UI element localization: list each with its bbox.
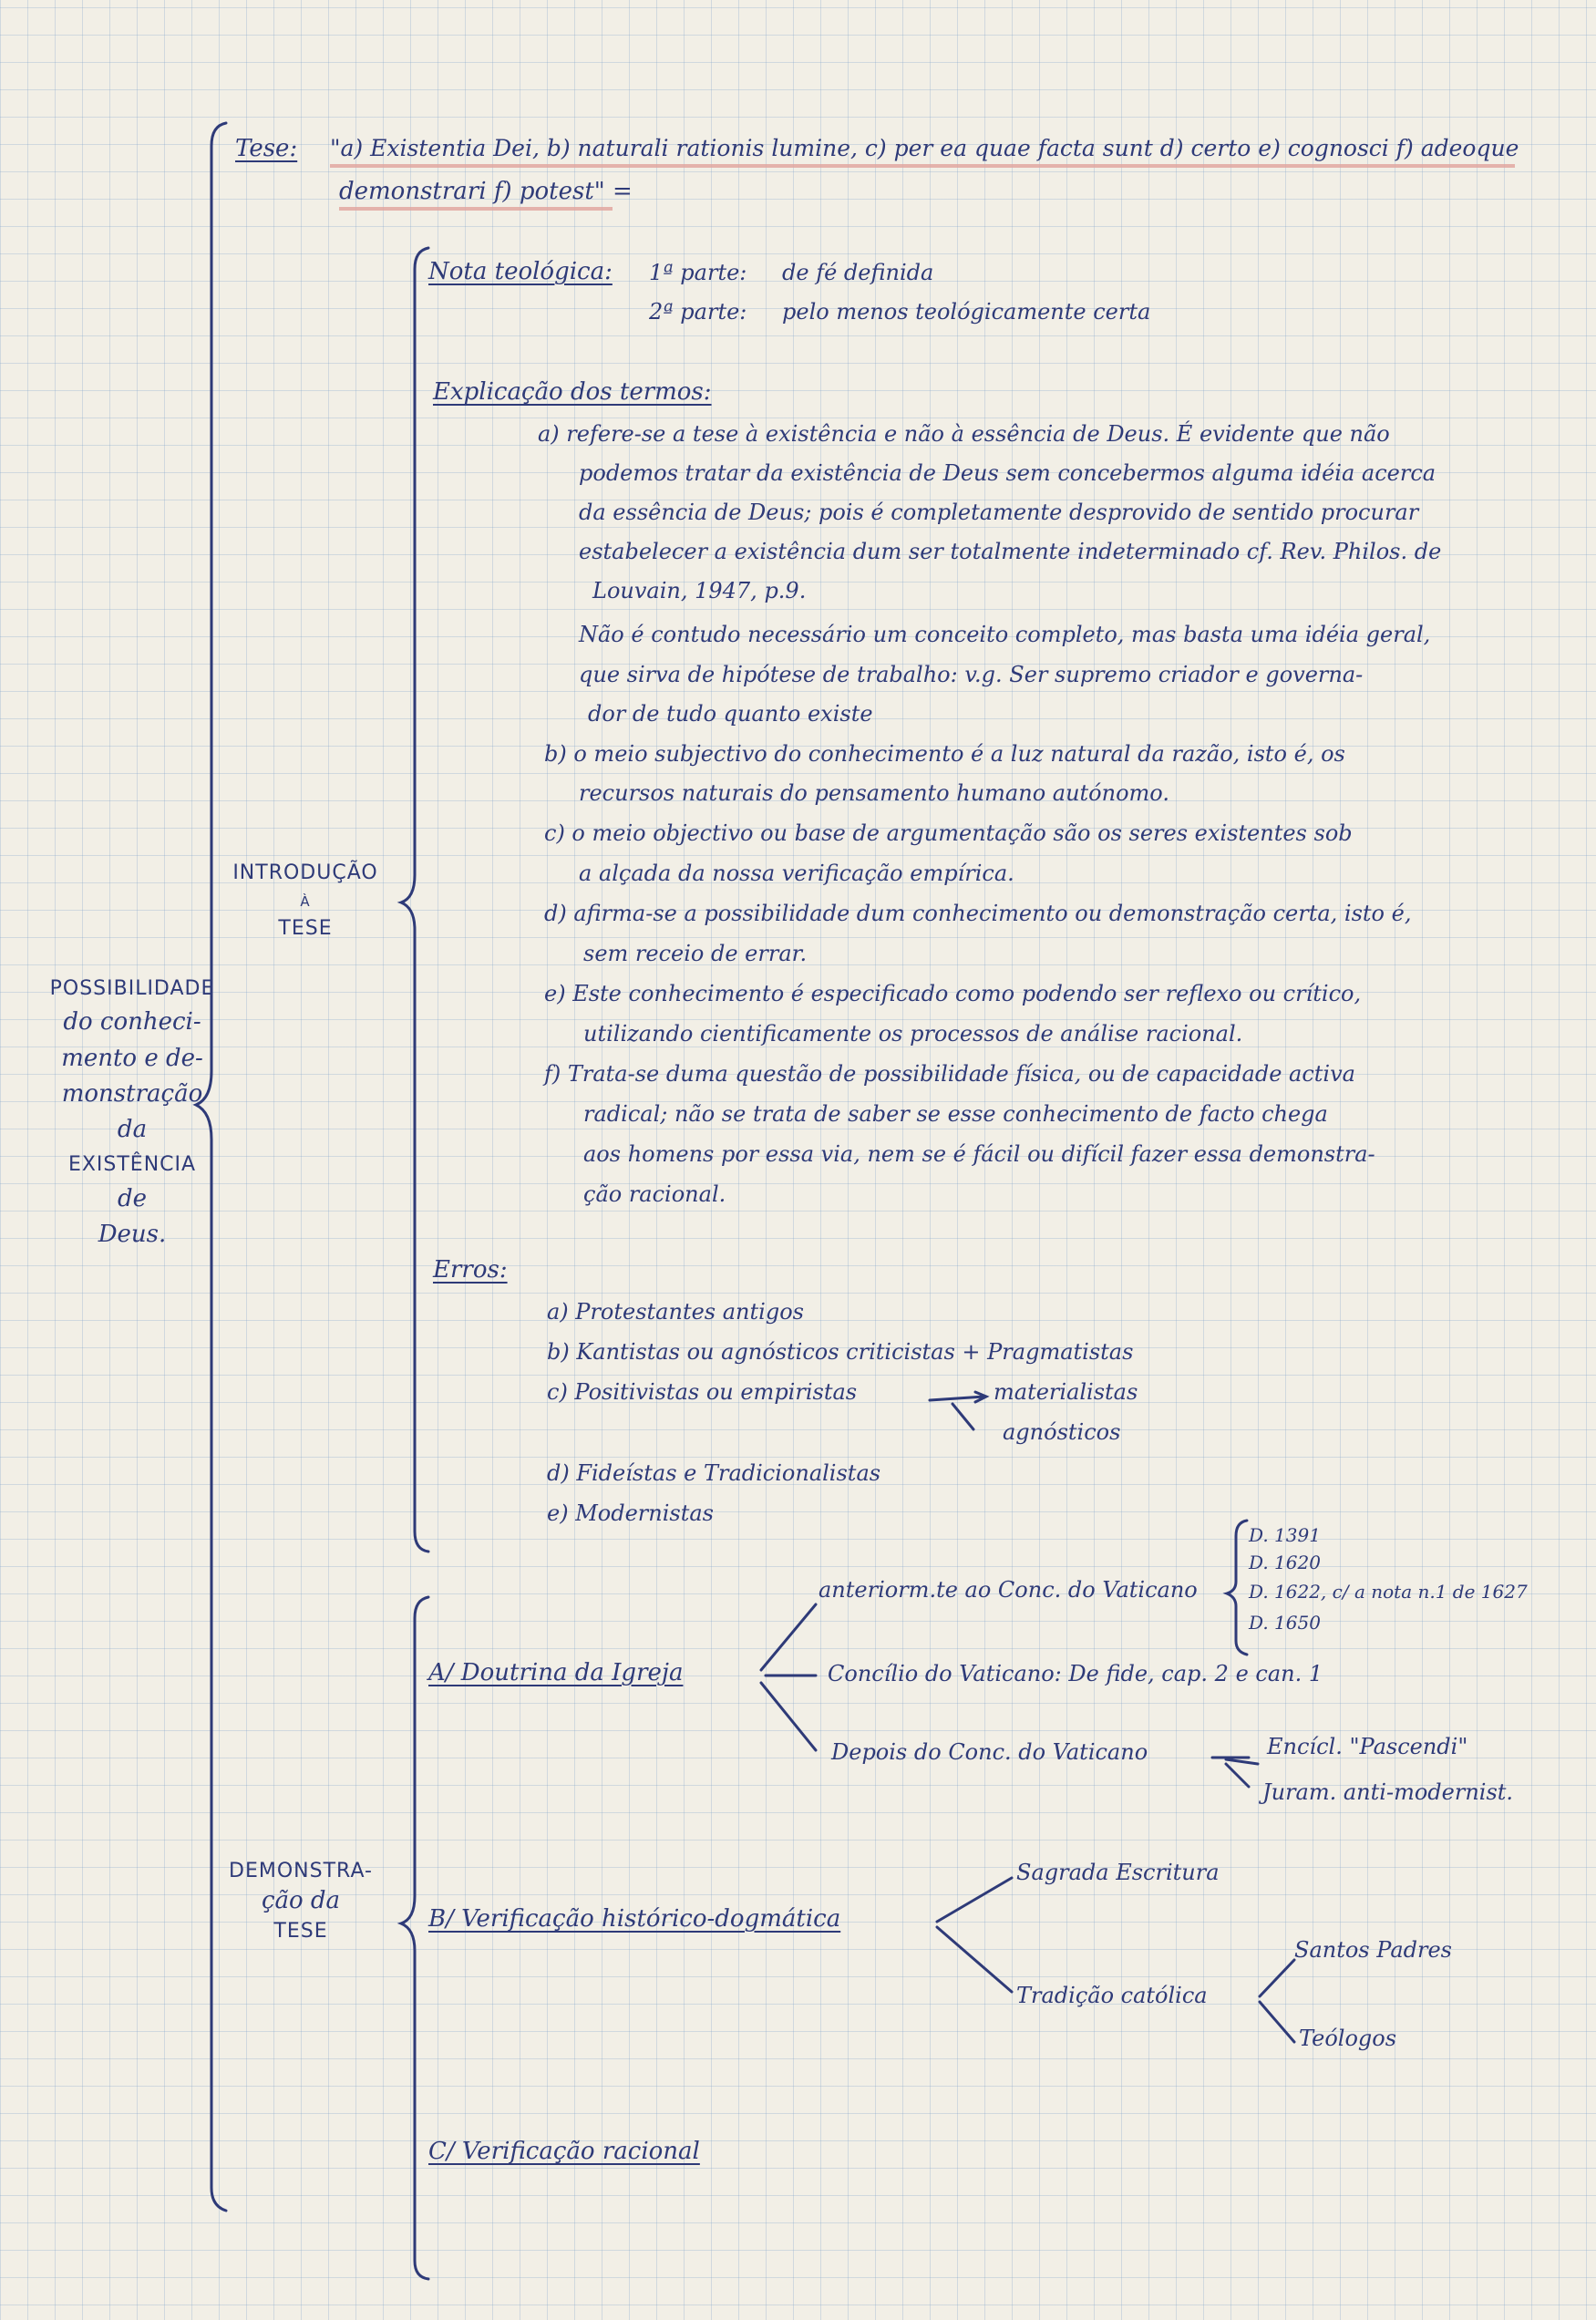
- main-topic-6: EXISTÊNCIA: [67, 1153, 197, 1177]
- nota-title: Nota teológica:: [428, 258, 613, 285]
- main-topic-8: Deus.: [98, 1220, 167, 1248]
- explicacao-line: radical; não se trata de saber se esse conhecimento de facto chega: [583, 1101, 1328, 1127]
- tradicao-label: Tradição católica: [1016, 1983, 1208, 2008]
- depois-label: Depois do Conc. do Vaticano: [831, 1739, 1148, 1765]
- explicacao-line: a alçada da nossa verificação empírica.: [579, 861, 1014, 886]
- explicacao-line: ção racional.: [583, 1181, 726, 1207]
- explicacao-line: d) afirma-se a possibilidade dum conhecimento ou demonstração certa, isto é,: [544, 901, 1412, 926]
- explicacao-line: utilizando cientificamente os processos de análise racional.: [583, 1021, 1243, 1047]
- explicacao-line: f) Trata-se duma questão de possibilidade física, ou de capacidade activa: [544, 1061, 1355, 1087]
- tese-red-underline: [330, 164, 1515, 168]
- main-topic-2: do conheci-: [63, 1008, 201, 1036]
- intro-label: [232, 861, 378, 941]
- erros-arrow: [930, 1392, 986, 1429]
- explicacao-line: recursos naturais do pensamento humano autónomo.: [579, 780, 1169, 806]
- erros-branch-materialistas: materialistas: [994, 1379, 1138, 1405]
- main-topic-4: monstração: [61, 1079, 203, 1108]
- explicacao-line: Não é contudo necessário um conceito completo, mas basta uma idéia geral,: [579, 622, 1431, 647]
- explicacao-title: Explicação dos termos:: [433, 378, 712, 406]
- explicacao-line: b) o meio subjectivo do conhecimento é a luz natural da razão, isto é, os: [544, 741, 1345, 767]
- main-topic-7: de: [117, 1184, 148, 1212]
- demo-label: [228, 1860, 374, 1944]
- intro-label-3: TESE: [278, 916, 333, 940]
- main-topic-1: POSSIBILIDADE: [49, 977, 215, 1000]
- refs-brace: [1227, 1521, 1247, 1655]
- teologos-label: Teólogos: [1299, 2026, 1397, 2051]
- demo-bracket: [401, 1597, 428, 2279]
- explicacao-line: aos homens por essa via, nem se é fácil ou difícil fazer essa demonstra-: [583, 1141, 1375, 1167]
- nota-p1-label: 1ª parte:: [649, 260, 747, 285]
- santos-padres-label: Santos Padres: [1294, 1937, 1452, 1963]
- historico-connector-down: [937, 1927, 1012, 1992]
- main-topic-5: da: [117, 1115, 148, 1143]
- historico-title: B/ Verificação histórico-dogmática: [428, 1905, 841, 1933]
- demo-label-2: ção da: [261, 1887, 341, 1915]
- ref-d1620: D. 1620: [1249, 1552, 1321, 1573]
- doutrina-title: A/ Doutrina da Igreja: [428, 1659, 684, 1686]
- erros-branch-agnosticos: agnósticos: [1003, 1419, 1121, 1445]
- tese-red-underline-2: [339, 207, 613, 211]
- historico-connector-up: [937, 1878, 1012, 1922]
- tese-label: Tese:: [235, 135, 298, 162]
- main-topic-3: mento e de-: [61, 1044, 203, 1072]
- tese-line2: demonstrari f) potest" =: [339, 178, 633, 205]
- doutrina-connector-up: [761, 1604, 816, 1670]
- anterior-label: anteriorm.te ao Conc. do Vaticano: [819, 1577, 1198, 1603]
- nota-p2-text: pelo menos teológicamente certa: [782, 299, 1151, 325]
- depois-connector: [1226, 1759, 1258, 1787]
- erros-item: d) Fideístas e Tradicionalistas: [547, 1460, 881, 1486]
- intro-bracket: [401, 248, 428, 1552]
- ref-d1650: D. 1650: [1249, 1612, 1321, 1634]
- explicacao-line: podemos tratar da existência de Deus sem concebermos alguma idéia acerca: [579, 460, 1436, 486]
- main-topic: [46, 977, 219, 1249]
- demo-label-1: DEMONSTRA-: [229, 1860, 373, 1882]
- nota-p2-label: 2ª parte:: [649, 299, 747, 325]
- explicacao-line: que sirva de hipótese de trabalho: v.g. Ser supremo criador e governa-: [579, 662, 1364, 687]
- explicacao-line: a) refere-se a tese à existência e não à essência de Deus. É evidente que não: [538, 421, 1390, 447]
- explicacao-line: Louvain, 1947, p.9.: [592, 578, 807, 603]
- explicacao-line: dor de tudo quanto existe: [588, 701, 873, 727]
- explicacao-line: da essência de Deus; pois é completamente desprovido de sentido procurar: [579, 500, 1419, 525]
- concilio-label: Concílio do Vaticano: De fide, cap. 2 e can. 1: [828, 1661, 1323, 1686]
- erros-title: Erros:: [433, 1256, 508, 1284]
- explicacao-line: estabelecer a existência dum ser totalmente indeterminado cf. Rev. Philos. de: [579, 539, 1442, 564]
- intro-label-2: à: [300, 889, 311, 913]
- ref-d1622: D. 1622, c/ a nota n.1 de 1627: [1249, 1581, 1528, 1603]
- tese-line1: "a) Existentia Dei, b) naturali rationis lumine, c) per ea quae facta sunt d) certo e) cognosci f) adeoque: [330, 135, 1519, 161]
- juramento-label: Juram. anti-modernist.: [1262, 1779, 1514, 1805]
- escritura-label: Sagrada Escritura: [1016, 1860, 1220, 1885]
- intro-label-1: INTRODUÇÃO: [232, 861, 378, 884]
- pascendi-label: Encícl. "Pascendi": [1267, 1734, 1468, 1759]
- explicacao-line: e) Este conhecimento é especificado como podendo ser reflexo ou crítico,: [544, 981, 1362, 1006]
- ref-d1391: D. 1391: [1249, 1524, 1321, 1546]
- erros-item: a) Protestantes antigos: [547, 1299, 804, 1325]
- erros-item: e) Modernistas: [547, 1500, 714, 1526]
- racional-title: C/ Verificação racional: [428, 2138, 700, 2165]
- demo-label-3: TESE: [273, 1919, 328, 1943]
- nota-p1-text: de fé definida: [782, 260, 934, 285]
- erros-item: b) Kantistas ou agnósticos criticistas + Pragmatistas: [547, 1339, 1134, 1365]
- doutrina-connector-down: [761, 1683, 816, 1750]
- explicacao-line: sem receio de errar.: [583, 941, 808, 966]
- explicacao-line: c) o meio objectivo ou base de argumentação são os seres existentes sob: [544, 820, 1353, 846]
- erros-item: c) Positivistas ou empiristas: [547, 1379, 858, 1405]
- tradicao-connector: [1260, 1960, 1294, 2042]
